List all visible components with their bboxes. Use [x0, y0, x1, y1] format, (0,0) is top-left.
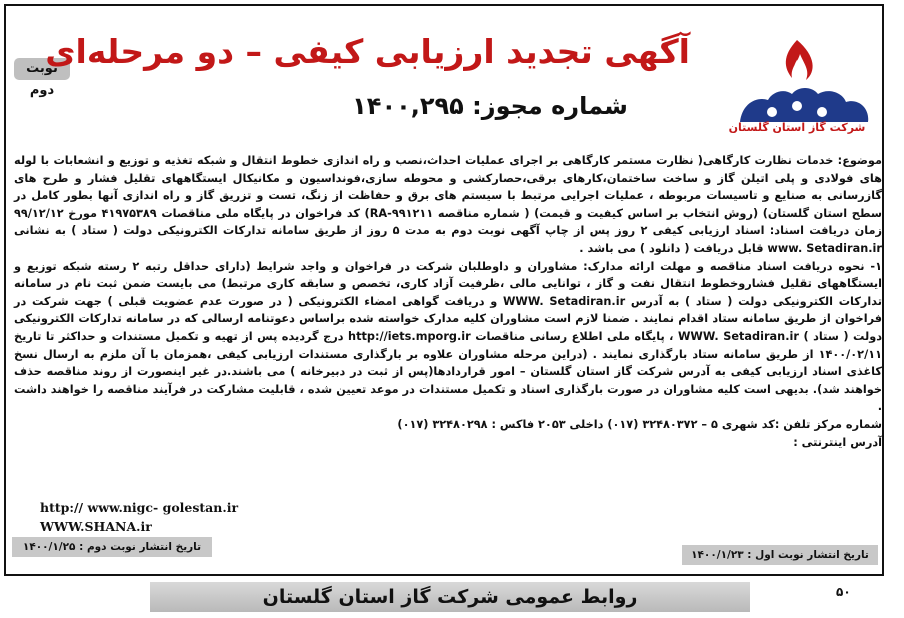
permit-number: شماره مجوز: ۱۴۰۰,۲۹۵	[352, 92, 628, 120]
ad-body	[14, 152, 882, 451]
url-shana[interactable]: WWW.SHANA.ir	[40, 519, 152, 534]
page-number: ۵۰	[836, 585, 851, 599]
logo-caption: شرکت گاز استان گلستان	[728, 121, 866, 134]
instructions-paragraph: ۱- نحوه دریافت اسناد مناقصه و مهلت ارائه مدارک: مشاوران و داوطلبان شرکت در فراخوان و واجد شرایط (دارای حداقل رتبه ۲ رسته شبکه توزیع و ایستگاههای تقلیل فشاروخطوط انتقال نفت و گاز ، توانایی مالی ،ظرفیت آزاد کاری، تخصص و سابقه کاری مرتبط) می بایست ضمن ثبت نام در سامانه تدارکات الکترونیکی دولت ( ستاد ) به آدرس WWW. Setadiran.ir و دریافت گواهی امضاء الکترونیکی ( در صورت عدم عضویت قبلی ) جهت شرکت در فراخوان از طریق سامانه ستاد اقدام نمایند . ضمنا لازم است مشاوران کلیه مدارک خواسته شده براساس دعوتنامه ارسالی که در سامانه تدارکات الکترونیکی دولت ( ستاد ) WWW. Setadiran.ir ، پایگاه ملی اطلاع رسانی مناقصات http://iets.mporg.ir درج گردیده پس از تهیه و تکمیل مستندات و حداکثر تا تاریخ ۱۴۰۰/۰۲/۱۱ از طریق سامانه ستاد بارگذاری نمایند . (دراین مرحله مشاوران علاوه بر بارگذاری مستندات ارزیابی کیفی ،همزمان با آن ملزم به ارسال نسخ کاغذی اسناد ارزیابی کیفی به آدرس شرکت گاز استان گلستان – امور قراردادها(پس از ثبت در دبیرخانه ) می باشند.در غیر اینصورت از روند مناقصه حذف خواهند شد). بدیهی است کلیه مشاوران در صورت بارگذاری اسناد و تکمیل مستندات در موعد تعیین شده ، قابلیت مشارکت در فرآیند مناقصه را خواهند داشت .	[14, 259, 883, 414]
url-list	[40, 498, 238, 536]
contact-line: شماره مرکز تلفن :کد شهری ۵ – ۳۲۴۸۰۳۷۲ (۰۱۷) داخلی ۲۰۵۳ فاکس : ۳۲۴۸۰۲۹۸ (۰۱۷)	[397, 417, 882, 431]
round-badge: نوبت دوم	[14, 58, 70, 80]
web-label: آدرس اینترنتی :	[793, 435, 882, 449]
ad-title: آگهی تجدید ارزیابی کیفی – دو مرحله‌ای	[45, 32, 690, 71]
url-nigc[interactable]: http:// www.nigc- golestan.ir	[40, 500, 239, 515]
first-publish-date: تاریخ انتشار نوبت اول : ۱۴۰۰/۱/۲۳	[682, 545, 878, 565]
footer-text: روابط عمومی شرکت گاز استان گلستان	[262, 586, 638, 608]
second-publish-date: تاریخ انتشار نوبت دوم : ۱۴۰۰/۱/۲۵	[12, 537, 212, 557]
subject-paragraph: موضوع: خدمات نظارت کارگاهی( نظارت مستمر کارگاهی بر اجرای عملیات احداث،نصب و راه اندازی خطوط انتقال و شبکه تغذیه و توزیع و انشعابات با لوله های فولادی و پلی اتیلن گاز و ساخت ساختمان،کارهای برقی،حصارکشی و محوطه سازی،فونداسیون و مکانیکال ایستگاههای تقلیل فشار و طرح های گازرسانی به صنایع و تاسیسات مربوطه ، عملیات اجرایی مرتبط با سیستم های برق و حفاظت از زنگ، تست و تزریق گاز و راه اندازی آنها بطور کامل در سطح استان گلستان) (روش انتخاب بر اساس کیفیت و قیمت) ( شماره مناقصه RA-۹۹۱۲۱۱) کد فراخوان در پایگاه ملی مناقصات ۴۱۹۷۵۳۸۹ مورخ ۹۹/۱۲/۱۲ زمان دریافت اسناد: اسناد ارزیابی کیفی ۲ روز پس از چاپ آگهی نوبت دوم به مدت ۵ روز از طریق سامانه تدارکات الکترونیکی دولت ( ستاد ) به نشانی www. Setadiran.ir قابل دریافت ( دانلود ) می باشد .	[14, 154, 882, 255]
